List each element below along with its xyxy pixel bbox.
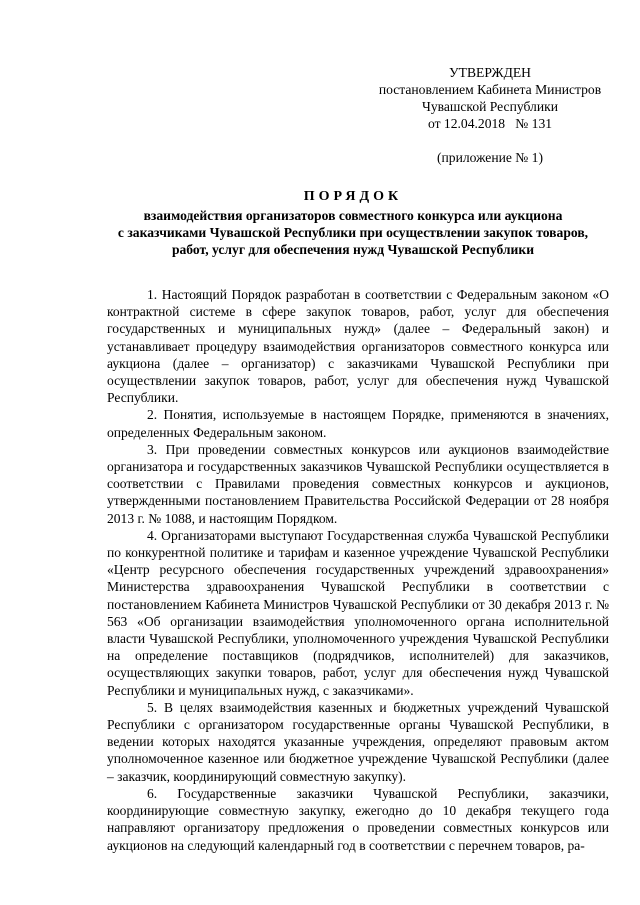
document-body — [107, 286, 609, 854]
title-line-3: работ, услуг для обеспечения нужд Чувашской Республики — [171, 242, 535, 257]
paragraph-2: 2. Понятия, используемые в настоящем Порядке, применяются в значениях, определенных Федеральным законом. — [107, 407, 609, 440]
paragraph-3: 3. При проведении совместных конкурсов или аукционов взаимодействие организатора и государственных заказчиков Чувашской Республики осуществляется в соответствии с Правилами проведения совместных конкурсов и аукционов, утвержденными постановлением Правительства Российской Федерации от 28 ноября 2013 г. № 1088, и настоящим Порядком. — [107, 441, 609, 526]
paragraph-5: 5. В целях взаимодействия казенных и бюджетных учреждений Чувашской Республики с организатором государственные органы Чувашской Республики, в ведении которых находятся указанные учреждения, определяют правовым актом уполномоченное казенное или бюджетное учреждение Чувашской Республики (далее – заказчик, координирующий совместную закупку). — [107, 699, 609, 784]
approval-gap — [360, 132, 620, 149]
paragraph-4: 4. Организаторами выступают Государственная служба Чувашской Республики по конкурентной политике и тарифам и казенное учреждение Чувашской Республики «Центр ресурсного обеспечения государственных учреждений здравоохранения» Министерства здравоохранения Чувашской Республики в соответствии с постановлением Кабинета Министров Чувашской Республики от 30 декабря 2013 г. № 563 «Об организации взаимодействия уполномоченного органа исполнительной власти Чувашской Республики, уполномоченного учреждения Чувашской Республики на определение поставщиков (подрядчиков, исполнителей) для заказчиков, осуществляющих закупки товаров, работ, услуг для обеспечения нужд Чувашской Республики и муниципальных нужд, с заказчиками». — [107, 527, 609, 698]
approved-label: УТВЕРЖДЕН — [449, 65, 531, 80]
approval-line-3: от 12.04.2018 № 131 — [427, 116, 553, 131]
appendix-label: (приложение № 1) — [436, 150, 544, 165]
approval-stamp — [360, 64, 620, 166]
approval-line-1: постановлением Кабинета Министров — [378, 82, 602, 97]
paragraph-1: 1. Настоящий Порядок разработан в соответствии с Федеральным законом «О контрактной системе в сфере закупок товаров, работ, услуг для обеспечения государственных и муниципальных нужд» (далее – Федеральный закон) и устанавливает процедуру взаимодействия организаторов совместного конкурса или аукциона (далее – организатор) с заказчиками Чувашской Республики при осуществлении закупок товаров, работ, услуг для обеспечения нужд Чувашской Республики. — [107, 287, 609, 406]
title-line-1: взаимодействия организаторов совместного конкурса или аукциона — [143, 208, 563, 223]
title-heading: ПОРЯДОК — [303, 189, 403, 204]
approval-line-2: Чувашской Республики — [422, 99, 558, 114]
document-title — [96, 188, 610, 258]
paragraph-6: 6. Государственные заказчики Чувашской Республики, заказчики, координирующие совместную закупку, ежегодно до 10 декабря текущего года направляют организатору предложения о проведении совместных конкурсов или аукционов на следующий календарный год в соответствии с перечнем товаров, ра- — [107, 785, 609, 853]
title-line-2: с заказчиками Чувашской Республики при осуществлении закупок товаров, — [117, 225, 589, 240]
